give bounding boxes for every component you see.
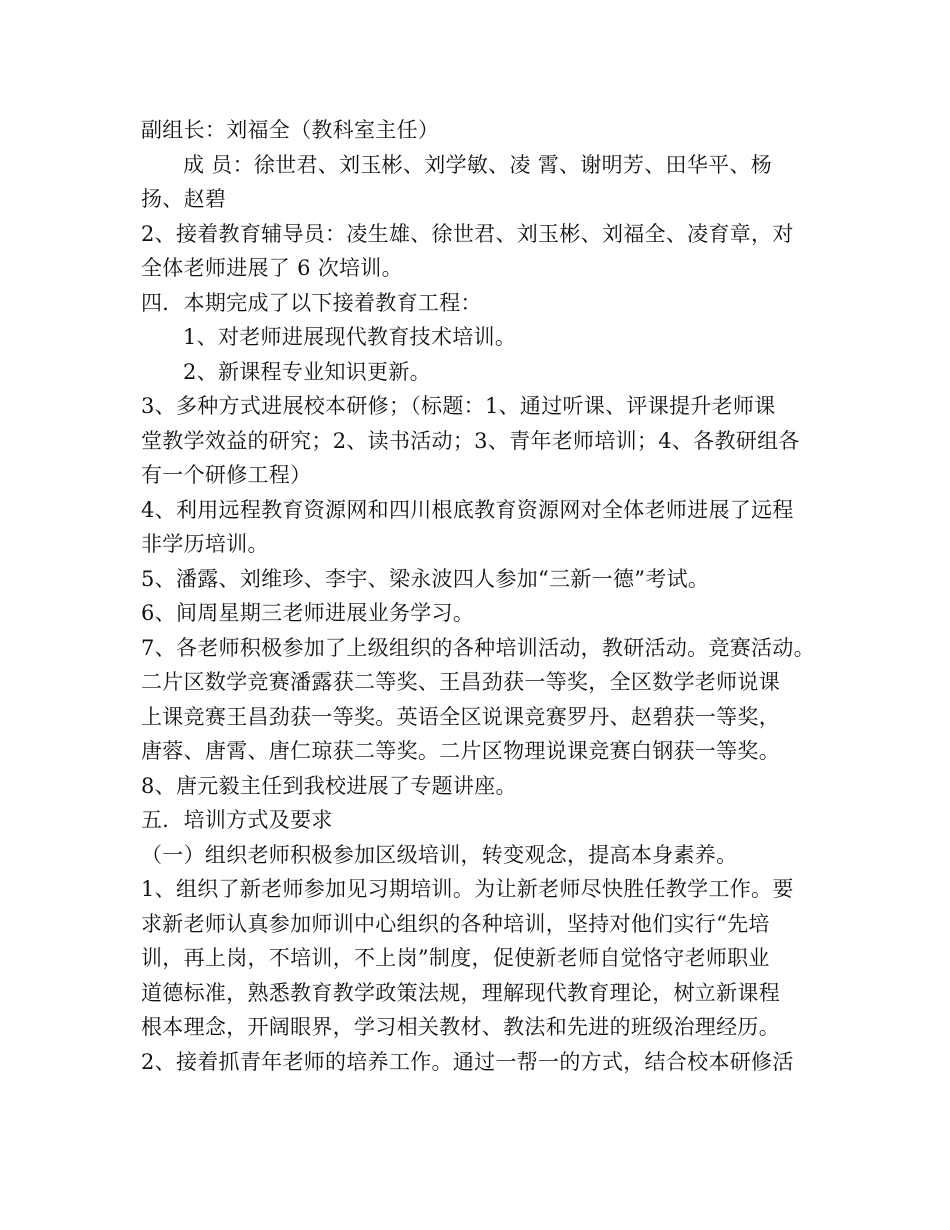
text-line: 2、新课程专业知识更新。 bbox=[183, 359, 431, 384]
text-line: 非学历培训。 bbox=[141, 532, 269, 556]
text-line: 道德标准，熟悉教育教学政策法规，理解现代教育理论，树立新课程 bbox=[141, 980, 780, 1005]
text-line: 2、接着教育辅导员：凌生雄、徐世君、刘玉彬、刘福全、凌育章，对 bbox=[141, 221, 794, 246]
section-heading: 四．本期完成了以下接着教育工程： bbox=[141, 290, 482, 315]
text-line: 成 员：徐世君、刘玉彬、刘学敏、凌 霄、谢明芳、田华平、杨 bbox=[183, 152, 773, 177]
section-heading: 五．培训方式及要求 bbox=[141, 808, 333, 832]
text-line: 7、各老师积极参加了上级组织的各种培训活动，教研活动。竞赛活动。 bbox=[141, 635, 815, 660]
text-line: 训，再上岗，不培训，不上岗”制度，促使新老师自觉恪守老师职业 bbox=[141, 946, 770, 970]
text-line: 1、对老师进展现代教育技术培训。 bbox=[183, 325, 517, 349]
text-line: 求新老师认真参加师训中心组织的各种培训，坚持对他们实行“先培 bbox=[141, 911, 770, 936]
text-line: 1、组织了新老师参加见习期培训。为让新老师尽快胜任教学工作。要 bbox=[141, 877, 794, 901]
document-body bbox=[141, 113, 831, 1079]
text-line: 上课竞赛王昌劲获一等奖。英语全区说课竞赛罗丹、赵碧获一等奖， bbox=[141, 704, 780, 729]
text-line: 根本理念，开阔眼界，学习相关教材、教法和先进的班级治理经历。 bbox=[141, 1015, 780, 1039]
text-line: 6、间周星期三老师进展业务学习。 bbox=[141, 601, 475, 625]
subsection-heading: （一）组织老师积极参加区级培训，转变观念，提高本身素养。 bbox=[141, 842, 738, 867]
text-line: 二片区数学竞赛潘露获二等奖、王昌劲获一等奖，全区数学老师说课 bbox=[141, 670, 780, 694]
text-line: 全体老师进展了 6 次培训。 bbox=[141, 256, 403, 280]
text-line: 4、利用远程教育资源网和四川根底教育资源网对全体老师进展了远程 bbox=[141, 497, 794, 522]
text-line: 3、多种方式进展校本研修；（标题：1、通过听课、评课提升老师课 bbox=[141, 394, 776, 418]
text-line: 副组长：刘福全（教科室主任） bbox=[141, 118, 440, 142]
text-line: 8、唐元毅主任到我校进展了专题讲座。 bbox=[141, 773, 517, 798]
text-line: 有一个研修工程） bbox=[141, 463, 312, 487]
text-line: 5、潘露、刘维珍、李宇、梁永波四人参加“三新一德”考试。 bbox=[141, 566, 710, 591]
text-line: 堂教学效益的研究；2、读书活动；3、青年老师培训；4、各教研组各 bbox=[141, 428, 800, 453]
text-line: 唐蓉、唐霄、唐仁琼获二等奖。二片区物理说课竞赛白钢获一等奖。 bbox=[141, 739, 780, 763]
text-line: 2、接着抓青年老师的培养工作。通过一帮一的方式，结合校本研修活 bbox=[141, 1049, 794, 1074]
text-line: 扬、赵碧 bbox=[141, 187, 227, 211]
